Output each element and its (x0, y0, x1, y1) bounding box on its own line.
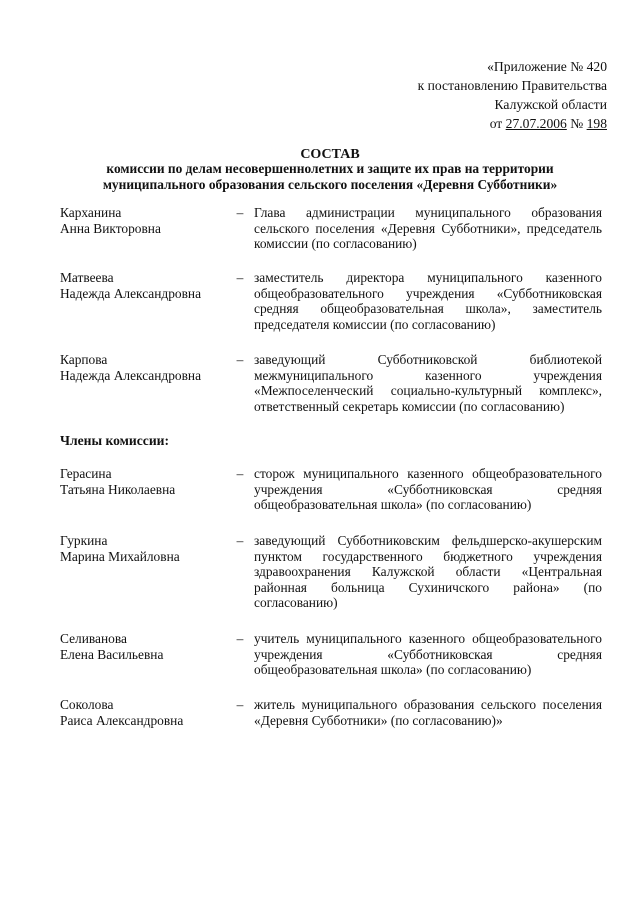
position-description: житель муниципального образования сельского поселения «Деревня Субботники» (по согласованию)» (254, 697, 602, 728)
dash: – (236, 352, 244, 367)
member-entry (60, 466, 602, 513)
surname: Гуркина (60, 533, 108, 548)
person-name (60, 270, 230, 301)
given-names: Раиса Александровна (60, 712, 184, 728)
person-name (60, 352, 230, 383)
dash: – (236, 270, 244, 285)
document-subtitle: комиссии по делам несовершеннолетних и защите их прав на территории муниципального образования сельского поселения «Деревня Субботники» (102, 161, 558, 192)
position-description: сторож муниципального казенного общеобразовательного учреждения «Субботниковская средняя общеобразовательная школа» (по согласованию) (254, 466, 602, 513)
appendix-line: «Приложение № 420 (487, 59, 607, 74)
given-names: Елена Васильевна (60, 646, 164, 662)
dash: – (236, 533, 244, 548)
leader-entry (60, 270, 602, 332)
dash: – (236, 631, 244, 646)
member-entry (60, 533, 602, 611)
person-name (60, 466, 230, 497)
leader-entry (60, 352, 602, 414)
dash: – (236, 205, 244, 220)
member-entry (60, 697, 602, 728)
given-names: Татьяна Николаевна (60, 481, 176, 497)
surname: Матвеева (60, 270, 114, 285)
appendix-line: Калужской области (494, 97, 607, 112)
position-description: заместитель директора муниципального казенного общеобразовательного учреждения «Субботниковская средняя общеобразовательная школа», заместитель председателя комиссии (по согласованию) (254, 270, 602, 332)
given-names: Надежда Александровна (60, 367, 202, 383)
position-description: Глава администрации муниципального образования сельского поселения «Деревня Субботники», председатель комиссии (по согласованию) (254, 205, 602, 252)
resolution-number: 198 (586, 116, 607, 131)
given-names: Марина Михайловна (60, 548, 180, 564)
appendix-line: к постановлению Правительства (417, 78, 607, 93)
position-description: заведующий Субботниковским фельдшерско-акушерским пунктом государственного бюджетного учреждения здравоохранения Калужской области «Центральная районная больница Сухиничского района» (по согласованию) (254, 533, 602, 611)
surname: Карханина (60, 205, 122, 220)
resolution-date: 27.07.2006 (505, 116, 567, 131)
position-description: учитель муниципального казенного общеобразовательного учреждения «Субботниковская средняя общеобразовательная школа» (по согласованию) (254, 631, 602, 678)
dash: – (236, 466, 244, 481)
person-name (60, 533, 230, 564)
number-prefix: № (566, 116, 587, 131)
document-title: СОСТАВ (300, 147, 360, 162)
position-description: заведующий Субботниковской библиотекой межмуниципального казенного учреждения «Межпоселенческий социально-культурный комплекс», ответственный секретарь комиссии (по согласованию) (254, 352, 602, 414)
person-name (60, 205, 230, 236)
members-section-heading: Члены комиссии: (60, 433, 170, 448)
surname: Карпова (60, 352, 108, 367)
given-names: Надежда Александровна (60, 285, 202, 301)
person-name (60, 697, 230, 728)
date-prefix: от (489, 116, 506, 131)
dash: – (236, 697, 244, 712)
surname: Герасина (60, 466, 112, 481)
surname: Селиванова (60, 631, 127, 646)
member-entry (60, 631, 602, 678)
appendix-header (418, 57, 607, 133)
given-names: Анна Викторовна (60, 220, 161, 236)
appendix-date-line (418, 114, 607, 133)
surname: Соколова (60, 697, 114, 712)
leader-entry (60, 205, 602, 252)
person-name (60, 631, 230, 662)
